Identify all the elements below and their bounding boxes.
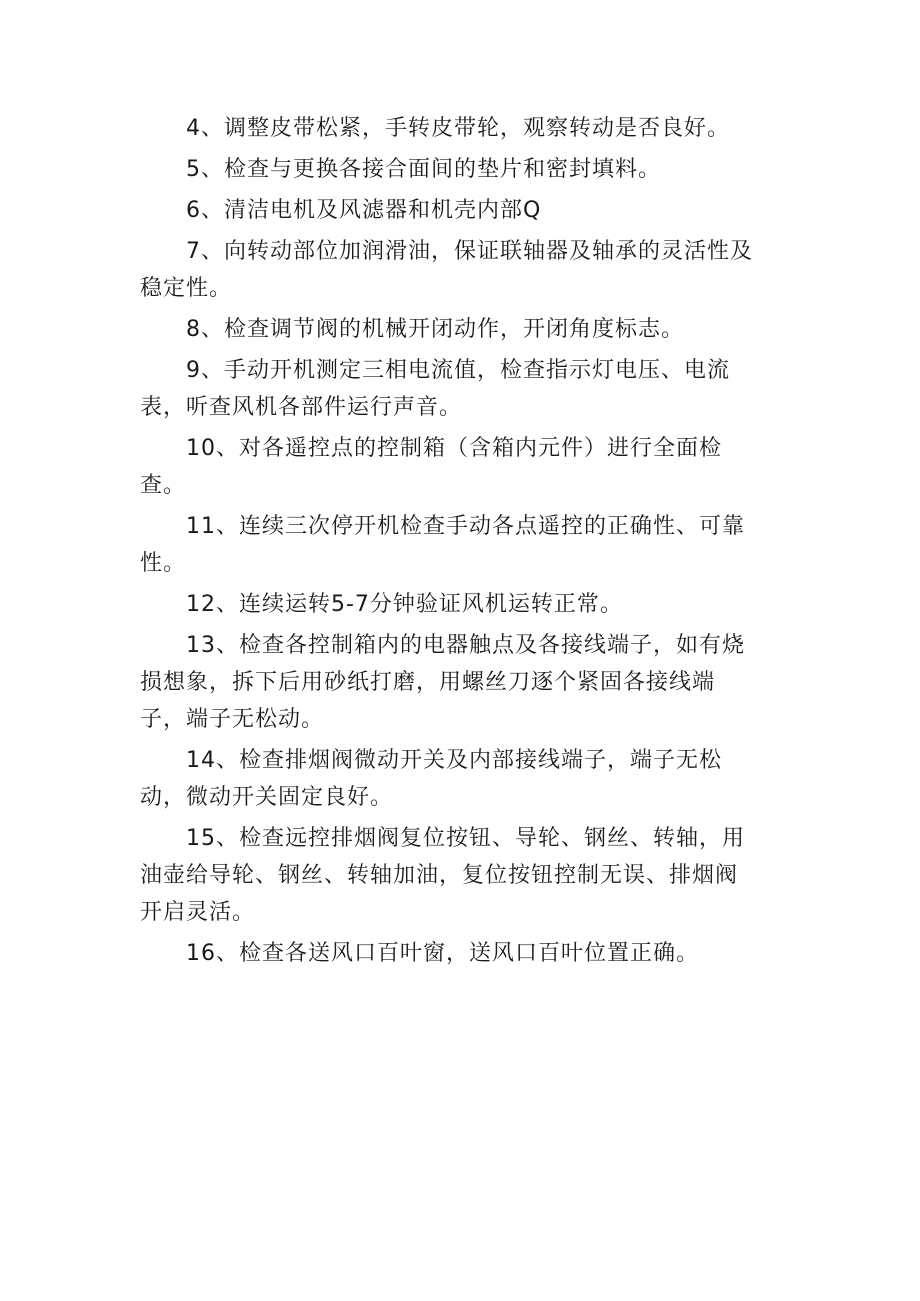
list-item <box>140 430 795 504</box>
list-item <box>140 820 795 931</box>
item-line: 开启灵活。 <box>140 900 256 925</box>
item-line: 损想象，拆下后用砂纸打磨，用螺丝刀逐个紧固各接线端 <box>140 670 716 695</box>
list-item <box>140 586 795 623</box>
maintenance-checklist <box>140 110 795 976</box>
list-item <box>140 742 795 816</box>
list-item <box>140 352 795 426</box>
item-line: 油壶给导轮、钢丝、转轴加油，复位按钮控制无误、排烟阀 <box>140 863 739 888</box>
item-line: 16、检查各送风口百叶窗，送风口百叶位置正确。 <box>186 941 699 966</box>
list-item <box>140 110 795 147</box>
item-line: 7、向转动部位加润滑油，保证联轴器及轴承的灵活性及 <box>186 239 753 264</box>
list-item <box>140 233 795 307</box>
item-line: 10、对各遥控点的控制箱（含箱内元件）进行全面检 <box>186 436 722 461</box>
item-line: 查。 <box>140 473 187 498</box>
item-line: 稳定性。 <box>140 276 233 301</box>
item-line: 子，端子无松动。 <box>140 707 325 732</box>
item-line: 15、检查远控排烟阀复位按钮、导轮、钢丝、转轴，用 <box>186 826 745 851</box>
list-item <box>140 508 795 582</box>
list-item <box>140 311 795 348</box>
item-line: 13、检查各控制箱内的电器触点及各接线端子，如有烧 <box>186 633 745 658</box>
item-line: 5、检查与更换各接合面间的垫片和密封填料。 <box>186 157 661 182</box>
list-item <box>140 627 795 738</box>
item-line: 11、连续三次停开机检查手动各点遥控的正确性、可靠 <box>186 514 745 539</box>
list-item <box>140 151 795 188</box>
list-item <box>140 192 795 229</box>
item-line: 9、手动开机测定三相电流值，检查指示灯电压、电流 <box>186 358 730 383</box>
item-line: 14、检查排烟阀微动开关及内部接线端子，端子无松 <box>186 748 722 773</box>
item-line: 4、调整皮带松紧，手转皮带轮，观察转动是否良好。 <box>186 116 730 141</box>
item-line: 性。 <box>140 551 187 576</box>
list-item <box>140 935 795 972</box>
item-line: 8、检查调节阀的机械开闭动作，开闭角度标志。 <box>186 317 684 342</box>
item-line: 6、清洁电机及风滤器和机壳内部Q <box>186 198 542 223</box>
item-line: 动，微动开关固定良好。 <box>140 785 394 810</box>
item-line: 表，听查风机各部件运行声音。 <box>140 395 463 420</box>
item-line: 12、连续运转5-7分钟验证风机运转正常。 <box>186 592 623 617</box>
